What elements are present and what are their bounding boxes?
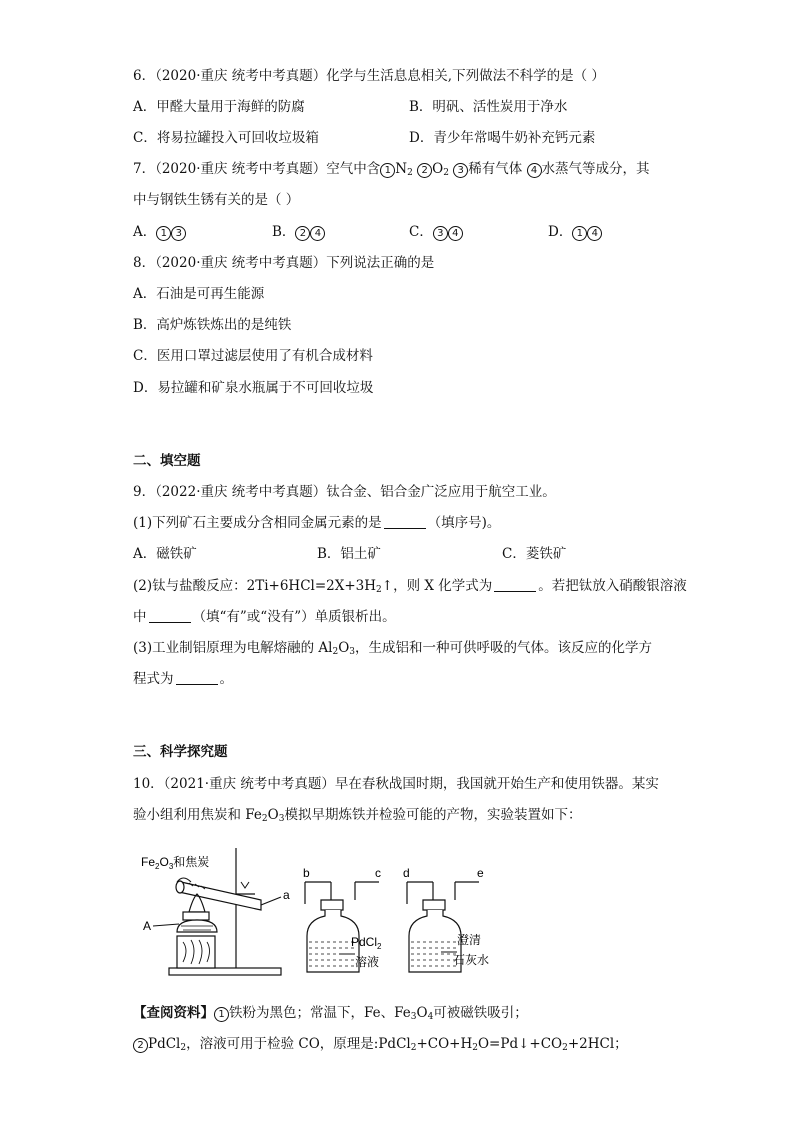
section-3-heading: 三、科学探究题: [133, 744, 228, 760]
answer-blank[interactable]: [176, 671, 218, 685]
circled-number: 4: [527, 163, 542, 178]
question-6-option-c: C．将易拉罐投入可回收垃圾箱: [133, 130, 319, 146]
label-d: d: [403, 866, 410, 880]
answer-blank[interactable]: [494, 578, 536, 592]
reference-info-line-2: 2 PdCl$_2$，溶液可用于检验 CO，原理是$:PdCl_2+CO+H_2O=Pd↓+CO_2+2HCl$；: [133, 1035, 628, 1053]
question-8-stem: 8．（2020·重庆 统考中考真题）下列说法正确的是: [133, 255, 435, 271]
question-7-option-d: D． 1 4: [548, 223, 602, 241]
label-A: A: [143, 919, 152, 933]
alcohol-lamp: [177, 894, 217, 932]
question-9-stem: 9．（2022·重庆 统考中考真题）钛合金、铝合金广泛应用于航空工业。: [133, 484, 556, 500]
question-9-part-3-cont: 程式为 。: [133, 671, 233, 687]
label-e: e: [477, 866, 484, 880]
question-7-option-a: A． 1 3: [133, 223, 186, 241]
question-9-option-c: C．菱铁矿: [502, 546, 567, 562]
question-10-stem-cont: 验小组利用焦炭和 $Fe_2O_3$模拟早期炼铁并检验可能的产物，实验装置如下：: [133, 807, 582, 824]
question-6-stem: 6．（2020·重庆 统考中考真题）化学与生活息息相关,下列做法不科学的是（ ）: [133, 68, 605, 84]
label-a: a: [283, 888, 290, 902]
question-9-part-2: (2)钛与盐酸反应：$2Ti+6HCl=2X+3H_2↑$，则 X 化学式为 。若把钛放入硝酸银溶液: [133, 578, 687, 595]
question-9-part-2-cont: 中 （填“有”或“没有”）单质银析出。: [133, 609, 396, 625]
apparatus-diagram: [133, 842, 513, 982]
pdcl2-label: PdCl$_2$: [351, 935, 382, 951]
question-7-stem-cont: 中与钢铁生锈有关的是（ ）: [133, 192, 300, 208]
question-8-option-a: A．石油是可再生能源: [133, 286, 265, 302]
question-8-option-c: C．医用口罩过滤层使用了有机合成材料: [133, 348, 373, 364]
question-7-stem: 7．（2020·重庆 统考中考真题）空气中含 1 $N_2$ 2 $O_2$ 3 稀有气体 4 水蒸气等成分，其: [133, 161, 650, 178]
label-c: c: [375, 866, 381, 880]
question-7-option-c: C． 3 4: [409, 223, 463, 241]
answer-blank[interactable]: [149, 609, 191, 623]
circled-number: 1: [380, 163, 395, 178]
limewater-label-1: 澄清: [457, 933, 482, 947]
limewater-label-2: 石灰水: [453, 953, 490, 967]
section-2-heading: 二、填空题: [133, 453, 201, 469]
question-9-option-a: A．磁铁矿: [133, 546, 197, 562]
circled-number: 3: [453, 163, 468, 178]
question-6-option-d: D．青少年常喝牛奶补充钙元素: [409, 130, 596, 146]
question-6-option-b: B．明矾、活性炭用于净水: [409, 99, 568, 115]
question-9-part-1: (1)下列矿石主要成分含相同金属元素的是 （填序号)。: [133, 515, 501, 531]
question-7-option-b: B． 2 4: [272, 223, 325, 241]
wood-block: [177, 936, 215, 968]
question-8-option-d: D．易拉罐和矿泉水瓶属于不可回收垃圾: [133, 380, 374, 396]
reference-info-line-1: 【查阅资料】 1 铁粉为黑色；常温下，Fe、$Fe_3O_4$可被磁铁吸引；: [133, 1005, 528, 1022]
question-6-option-a: A．甲醛大量用于海鲜的防腐: [133, 99, 305, 115]
circled-number: 2: [417, 163, 432, 178]
answer-blank[interactable]: [384, 515, 426, 529]
question-9-option-b: B．铝土矿: [317, 546, 381, 562]
figure-title: $Fe_2O_3$和焦炭: [141, 855, 210, 871]
question-9-part-3: (3)工业制铝原理为电解熔融的 $Al_2O_3$，生成铝和一种可供呼吸的气体。该反应的化学方: [133, 640, 653, 657]
question-8-option-b: B．高炉炼铁炼出的是纯铁: [133, 317, 292, 333]
label-b: b: [303, 866, 310, 880]
question-10-stem: 10．（2021·重庆 统考中考真题）早在春秋战国时期，我国就开始生产和使用铁器。某实: [133, 776, 659, 792]
pdcl2-solution-label: 溶液: [355, 955, 380, 969]
